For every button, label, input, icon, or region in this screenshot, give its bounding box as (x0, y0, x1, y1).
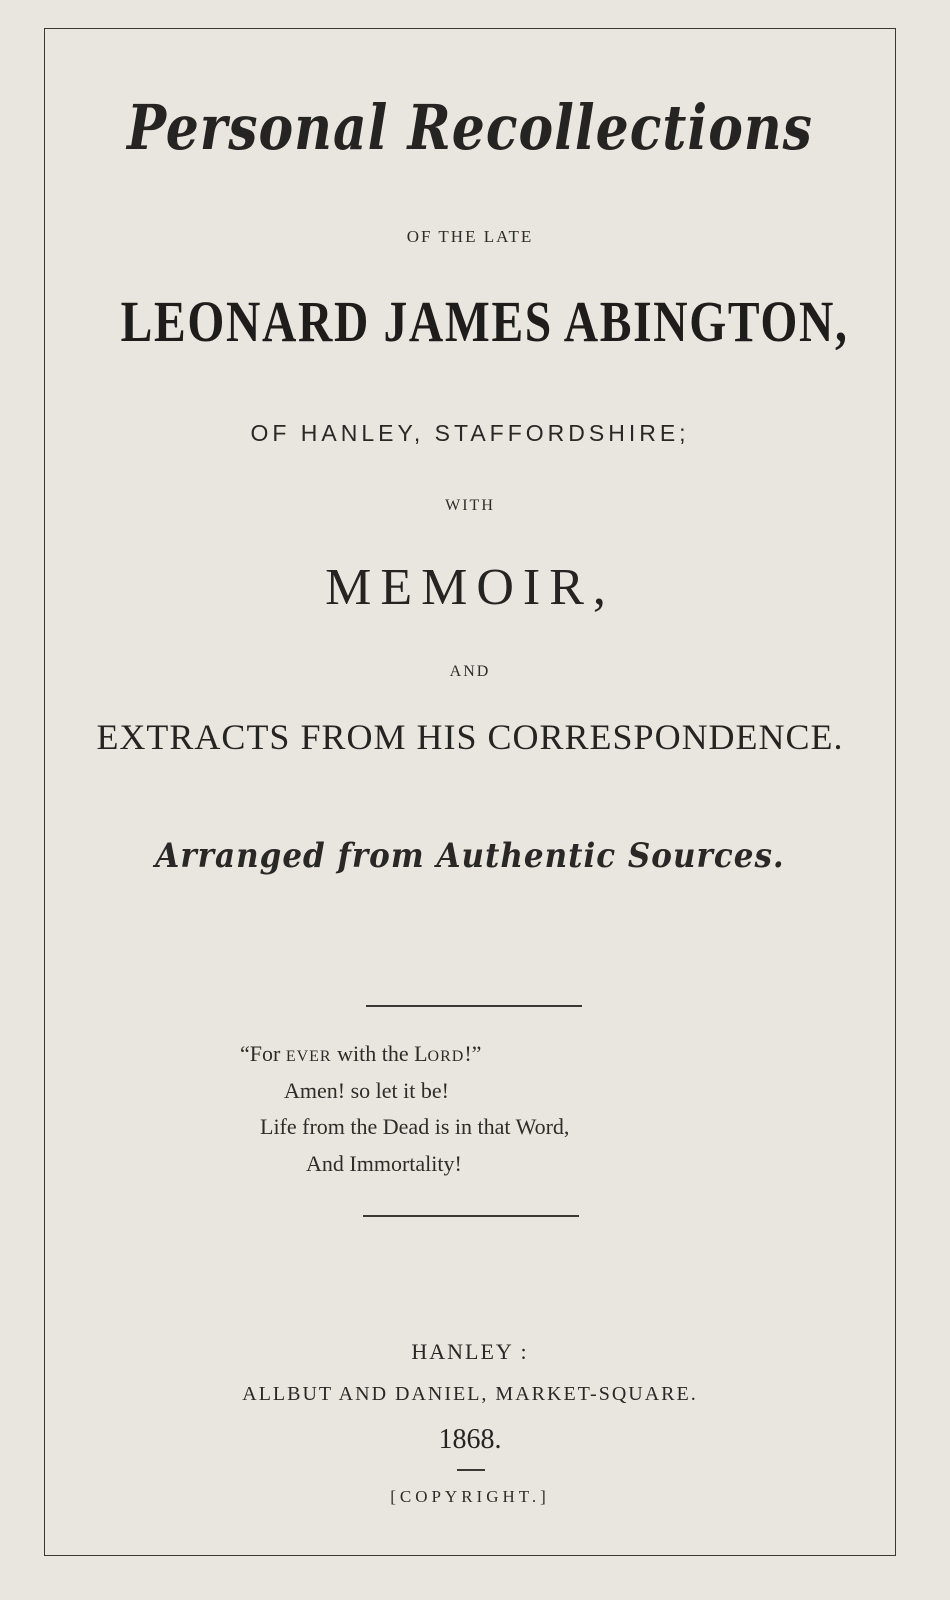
imprint-rule (457, 1469, 485, 1471)
arranged-subtitle: Arranged from Authentic Sources. (155, 836, 785, 876)
of-the-late-text: OF THE LATE (406, 227, 534, 246)
verse-line-1-part-a: “For (240, 1041, 286, 1066)
book-title: Personal Recollections (127, 92, 813, 165)
verse-line-1-small-caps-2: ORD (427, 1048, 465, 1065)
verse-rule-bottom (363, 1215, 579, 1217)
with-text: WITH (445, 497, 495, 514)
verse-line-1-small-caps-1: EVER (285, 1048, 332, 1065)
verse-rule-top (366, 1005, 582, 1007)
extracts-heading: EXTRACTS FROM HIS CORRESPONDENCE. (96, 717, 844, 757)
imprint-year: 1868. (438, 1424, 502, 1455)
verse-line-1-part-b: with the L (331, 1041, 428, 1066)
page-border (44, 28, 896, 1556)
copyright-notice: [COPYRIGHT.] (390, 1487, 550, 1506)
verse-line-1 (240, 1041, 481, 1067)
verse-line-3: Life from the Dead is in that Word, (260, 1114, 570, 1139)
author-place: OF HANLEY, STAFFORDSHIRE; (250, 420, 690, 446)
verse-line-1-part-c: !” (464, 1041, 482, 1066)
verse-line-2: Amen! so let it be! (284, 1078, 449, 1103)
imprint-publisher: ALLBUT AND DANIEL, MARKET-SQUARE. (242, 1383, 698, 1405)
imprint-city: HANLEY : (411, 1339, 529, 1364)
memoir-heading: MEMOIR, (325, 559, 615, 616)
and-text: AND (449, 663, 491, 680)
verse-line-4: And Immortality! (306, 1151, 462, 1176)
author-name: LEONARD JAMES ABINGTON, (120, 289, 849, 354)
